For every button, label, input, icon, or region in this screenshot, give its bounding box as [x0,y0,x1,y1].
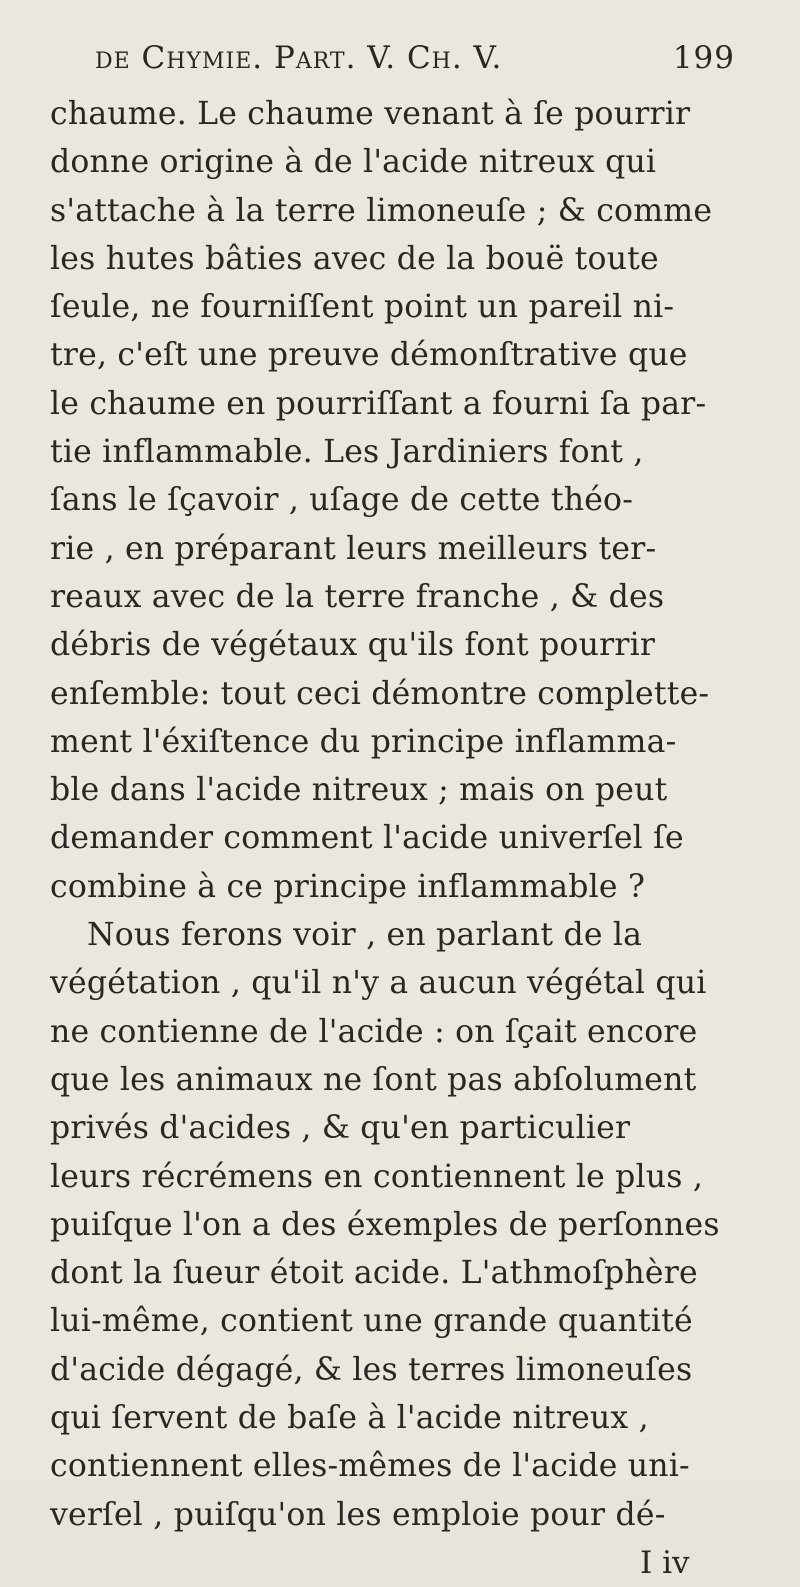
text-line: reaux avec de la terre franche , & des [50,578,665,615]
page-number: 199 [672,40,735,76]
text-line: donne origine à de l'acide nitreux qui [50,144,657,181]
text-line: ne contienne de l'acide : on ſçait encore [50,1013,698,1050]
text-line: contiennent elles-mêmes de l'acide uni- [50,1448,690,1485]
text-line: ſeule, ne fourniſſent point un pareil ni- [50,289,675,326]
text-line: ſans le ſçavoir , uſage de cette théo- [50,482,634,519]
text-line: d'acide dégagé, & les terres limoneuſes [50,1351,693,1388]
text-line: demander comment l'acide univerſel ſe [50,820,684,857]
text-line: qui ſervent de baſe à l'acide nitreux , [50,1400,649,1437]
text-line: rie , en préparant leurs meilleurs ter- [50,530,657,567]
body-text [50,90,750,1587]
signature-mark: I iv [640,1544,690,1581]
text-line: privés d'acides , & qu'en particulier [50,1110,631,1147]
text-line: enſemble: tout ceci démontre complette- [50,675,710,712]
text-line: ble dans l'acide nitreux ; mais on peut [50,772,668,809]
text-line: tre, c'eſt une preuve démonſtrative que [50,337,688,374]
running-head [95,40,735,90]
text-line: ment l'éxiſtence du principe inflamma- [50,723,677,760]
text-line: dont la ſueur étoit acide. L'athmoſphère [50,1255,698,1292]
text-line: débris de végétaux qu'ils font pourrir [50,627,656,664]
running-head-title: de Chymie. Part. V. Ch. V. [95,40,503,76]
text-line: combine à ce principe inflammable ? [50,868,646,905]
text-line: verſel , puiſqu'on les emploie pour dé- [50,1496,666,1533]
text-line: puiſque l'on a des éxemples de perſonnes [50,1206,720,1243]
text-line: s'attache à la terre limoneuſe ; & comme [50,192,713,229]
text-line: les hutes bâties avec de la bouë toute [50,240,659,277]
text-line: chaume. Le chaume venant à ſe pourrir [50,96,691,132]
text-line: leurs récrémens en contiennent le plus , [50,1158,704,1195]
text-line: végétation , qu'il n'y a aucun végétal qui [50,965,707,1002]
text-line: tie inflammable. Les Jardiniers font , [50,434,644,471]
text-line: le chaume en pourriſſant a fourni ſa par- [50,385,707,422]
paragraph-start-line: Nous ferons voir , en parlant de la [87,917,643,954]
text-line: que les animaux ne ſont pas abſolument [50,1061,697,1098]
text-line: lui-même, contient une grande quantité [50,1303,693,1340]
